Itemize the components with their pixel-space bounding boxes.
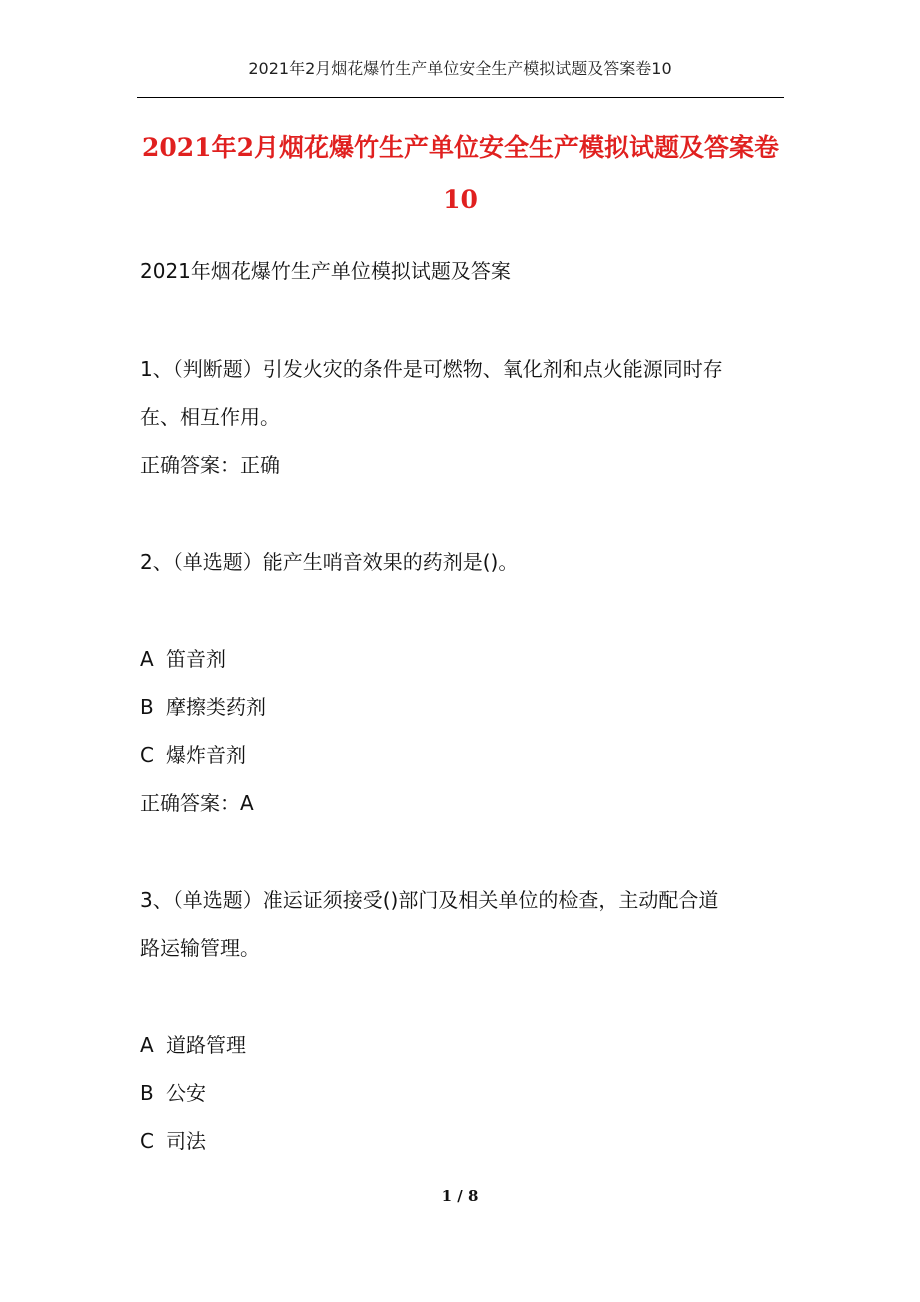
option-letter: B — [140, 1081, 154, 1105]
question-1-text-line-2: 在、相互作用。 — [140, 405, 280, 429]
question-3-text-line-2: 路运输管理。 — [140, 936, 260, 960]
option-text: 笛音剂 — [166, 647, 226, 671]
option-text: 爆炸音剂 — [166, 743, 246, 767]
option-text: 摩擦类药剂 — [166, 695, 266, 719]
header-divider — [137, 97, 784, 98]
option-letter: A — [140, 1033, 154, 1057]
question-3-option-b — [140, 1079, 206, 1107]
option-text: 司法 — [166, 1129, 206, 1153]
option-letter: A — [140, 647, 154, 671]
question-2-option-c — [140, 741, 246, 769]
question-2-option-a — [140, 645, 226, 673]
title-line-2: 10 — [443, 185, 478, 214]
question-3-option-c — [140, 1127, 206, 1155]
title-line-1: 2021年2月烟花爆竹生产单位安全生产模拟试题及答案卷 — [142, 133, 779, 162]
question-1-text-line-1: 1、（判断题）引发火灾的条件是可燃物、氧化剂和点火能源同时存 — [140, 357, 723, 381]
option-letter: C — [140, 743, 154, 767]
question-3-text-line-1: 3、（单选题）准运证须接受()部门及相关单位的检查，主动配合道 — [140, 888, 719, 912]
question-3-option-a — [140, 1031, 246, 1059]
question-2-text: 2、（单选题）能产生哨音效果的药剂是()。 — [140, 550, 519, 574]
question-2-answer: 正确答案：A — [140, 791, 254, 815]
option-text: 公安 — [166, 1081, 206, 1105]
header-text: 2021年2月烟花爆竹生产单位安全生产模拟试题及答案卷10 — [248, 59, 672, 78]
option-letter: B — [140, 695, 154, 719]
page-number: 1 / 8 — [441, 1187, 479, 1205]
question-1-answer: 正确答案：正确 — [140, 453, 280, 477]
question-2-option-b — [140, 693, 266, 721]
subtitle: 2021年烟花爆竹生产单位模拟试题及答案 — [140, 259, 511, 283]
option-letter: C — [140, 1129, 154, 1153]
document-title — [137, 122, 784, 226]
option-text: 道路管理 — [166, 1033, 246, 1057]
